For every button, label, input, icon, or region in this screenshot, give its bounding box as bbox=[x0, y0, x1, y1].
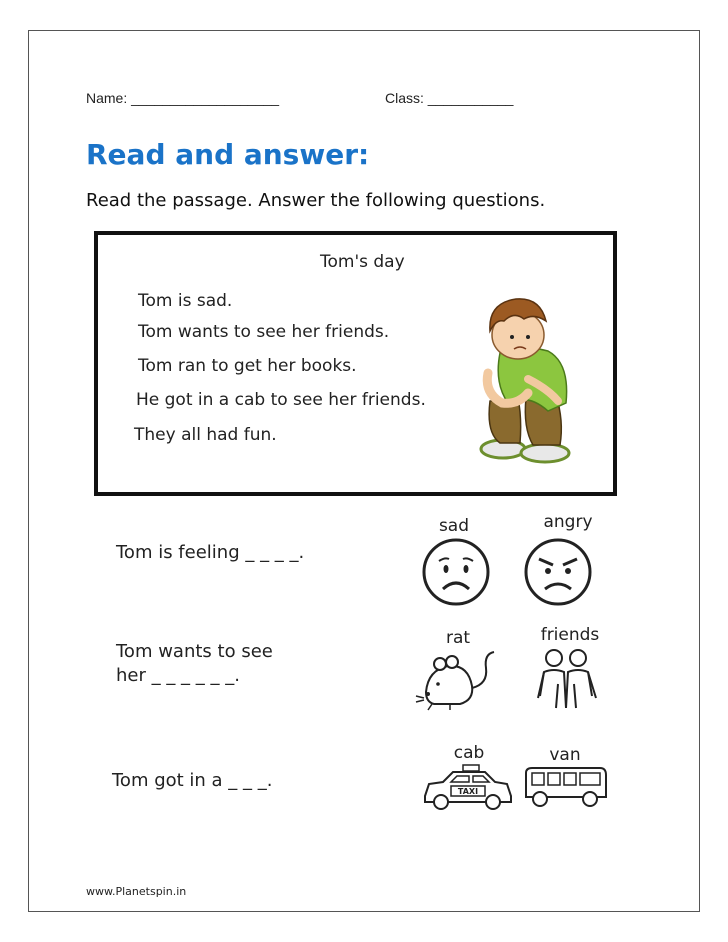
name-field-label: Name: ___________________ bbox=[86, 90, 280, 106]
passage-line: He got in a cab to see her friends. bbox=[136, 390, 426, 410]
passage-line: Tom is sad. bbox=[138, 291, 233, 311]
option-sad-label: sad bbox=[438, 516, 470, 536]
sad-face-icon bbox=[421, 537, 491, 607]
van-icon bbox=[522, 765, 608, 811]
friends-icon bbox=[530, 648, 604, 712]
question-1-text: Tom is feeling _ _ _ _. bbox=[116, 542, 305, 563]
angry-face-icon bbox=[523, 537, 593, 607]
option-cab-label: cab bbox=[453, 743, 485, 763]
passage-line: Tom ran to get her books. bbox=[138, 356, 357, 376]
passage-title: Tom's day bbox=[320, 252, 405, 272]
worksheet-title: Read and answer: bbox=[86, 138, 370, 171]
taxi-cab-icon bbox=[421, 764, 513, 812]
question-3-text: Tom got in a _ _ _. bbox=[112, 770, 273, 791]
question-2-line-2: her _ _ _ _ _ _. bbox=[116, 665, 240, 686]
option-angry-label: angry bbox=[543, 512, 593, 532]
option-rat-label: rat bbox=[445, 628, 471, 648]
instruction-text: Read the passage. Answer the following questions. bbox=[86, 190, 546, 211]
footer-url[interactable]: www.Planetspin.in bbox=[86, 885, 187, 898]
class-field-label: Class: ___________ bbox=[385, 90, 514, 106]
option-friends-label: friends bbox=[540, 625, 600, 645]
passage-line: Tom wants to see her friends. bbox=[138, 322, 390, 342]
rat-icon bbox=[420, 648, 500, 714]
sad-boy-illustration bbox=[478, 293, 588, 468]
option-van-label: van bbox=[549, 745, 581, 765]
taxi-sign-text: TAXI bbox=[457, 787, 479, 796]
passage-line: They all had fun. bbox=[134, 425, 277, 445]
question-2-line-1: Tom wants to see bbox=[116, 641, 273, 662]
passage-box bbox=[94, 231, 617, 496]
